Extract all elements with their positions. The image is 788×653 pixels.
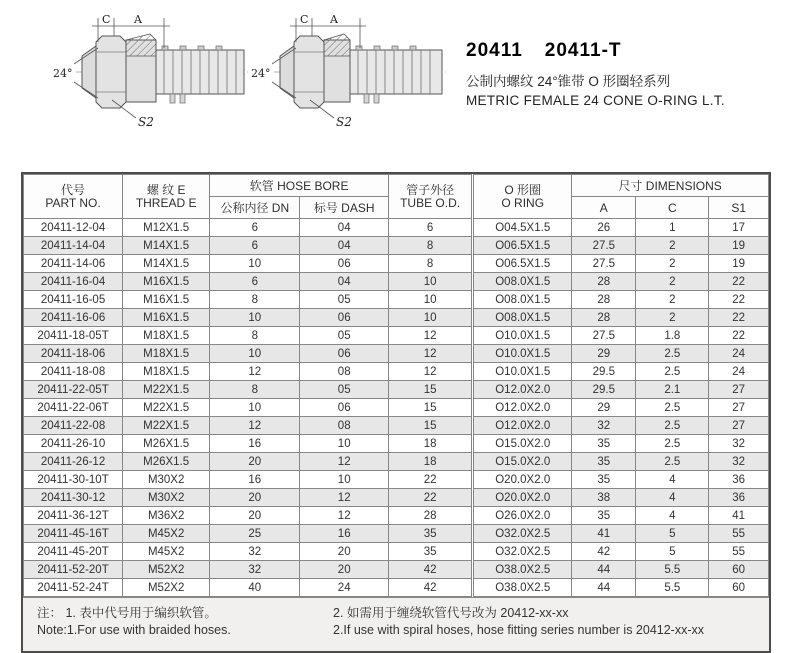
table-row	[24, 363, 769, 381]
table-cell: M22X1.5	[123, 399, 210, 417]
spec-table	[23, 174, 769, 597]
table-cell: 16	[210, 435, 300, 453]
table-cell: 4	[636, 471, 709, 489]
table-cell: O38.0X2.5	[473, 579, 572, 597]
s2-label: S2	[138, 115, 154, 129]
note-cn-2: 2. 如需用于缠绕软管代号改为 20412-xx-xx	[333, 606, 569, 620]
barb-teeth	[162, 46, 222, 50]
table-cell: M16X1.5	[123, 291, 210, 309]
header-hose-bore: 软管 HOSE BORE	[210, 175, 389, 197]
table-cell: 26	[572, 219, 636, 237]
table-cell: 29.5	[572, 363, 636, 381]
header-dn: 公称内径 DN	[210, 197, 300, 219]
header-dim-a: A	[572, 197, 636, 219]
table-cell: 06	[300, 345, 389, 363]
product-codes	[466, 40, 725, 62]
table-cell: 12	[300, 453, 389, 471]
table-cell: 27.5	[572, 255, 636, 273]
table-cell: 44	[572, 579, 636, 597]
header-thread	[123, 175, 210, 219]
table-cell: M16X1.5	[123, 273, 210, 291]
table-cell: 2	[636, 291, 709, 309]
table-row	[24, 561, 769, 579]
table-cell: O32.0X2.5	[473, 543, 572, 561]
table-cell: 2.1	[636, 381, 709, 399]
table-row	[24, 525, 769, 543]
header-tube-od-cn: 管子外径	[406, 182, 455, 197]
table-row	[24, 489, 769, 507]
table-cell: 10	[210, 255, 300, 273]
table-cell: 5.5	[636, 561, 709, 579]
table-cell: M45X2	[123, 543, 210, 561]
table-cell: 4	[636, 507, 709, 525]
angle-label: 24°	[251, 67, 271, 80]
table-row	[24, 255, 769, 273]
table-cell: 2	[636, 237, 709, 255]
table-row	[24, 579, 769, 597]
table-cell: 55	[709, 525, 769, 543]
header-tube-od-en: TUBE O.D.	[400, 195, 461, 210]
table-cell: 08	[300, 363, 389, 381]
header-part-no-en: PART NO.	[45, 195, 101, 210]
subtitle-english: METRIC FEMALE 24 CONE O-RING L.T.	[466, 93, 725, 108]
header-dimensions: 尺寸 DIMENSIONS	[572, 175, 769, 197]
table-cell: 19	[709, 255, 769, 273]
table-cell: 04	[300, 219, 389, 237]
table-cell: O10.0X1.5	[473, 363, 572, 381]
table-cell: 20411-14-06	[24, 255, 123, 273]
table-cell: O26.0X2.0	[473, 507, 572, 525]
table-cell: 18	[389, 453, 473, 471]
table-row	[24, 471, 769, 489]
table-row	[24, 507, 769, 525]
dim-c-label: C	[300, 13, 309, 26]
table-cell: 29.5	[572, 381, 636, 399]
table-cell: 10	[300, 435, 389, 453]
table-cell: M14X1.5	[123, 237, 210, 255]
table-cell: 32	[709, 435, 769, 453]
table-cell: M45X2	[123, 525, 210, 543]
table-cell: 60	[709, 561, 769, 579]
collar-section-hatch	[324, 34, 350, 56]
table-row	[24, 381, 769, 399]
table-row	[24, 291, 769, 309]
table-cell: 6	[210, 237, 300, 255]
table-row	[24, 327, 769, 345]
table-cell: 27.5	[572, 327, 636, 345]
table-cell: 22	[389, 471, 473, 489]
stop-beads	[170, 94, 185, 103]
table-cell: 22	[709, 309, 769, 327]
table-cell: 42	[389, 579, 473, 597]
table-cell: 1	[636, 219, 709, 237]
table-cell: 29	[572, 399, 636, 417]
table-cell: 20411-18-08	[24, 363, 123, 381]
table-cell: 10	[210, 309, 300, 327]
fitting-drawing-t-version	[250, 6, 450, 141]
table-cell: 2.5	[636, 345, 709, 363]
table-cell: 20411-14-04	[24, 237, 123, 255]
spec-table-body	[24, 219, 769, 597]
table-row	[24, 435, 769, 453]
table-cell: 12	[389, 363, 473, 381]
header-part-no	[24, 175, 123, 219]
table-cell: 8	[389, 237, 473, 255]
table-cell: 28	[572, 291, 636, 309]
table-cell: 42	[572, 543, 636, 561]
table-cell: O08.0X1.5	[473, 309, 572, 327]
table-cell: 1.8	[636, 327, 709, 345]
table-cell: 20411-12-04	[24, 219, 123, 237]
barb-teeth	[356, 46, 416, 50]
hex-nut	[96, 36, 126, 108]
note-en-2: 2.If use with spiral hoses, hose fitting series number is 20412-xx-xx	[333, 622, 705, 637]
table-cell: 20411-52-20T	[24, 561, 123, 579]
table-cell: 06	[300, 255, 389, 273]
table-cell: 10	[210, 399, 300, 417]
table-cell: 20411-16-04	[24, 273, 123, 291]
table-cell: 27	[709, 399, 769, 417]
table-cell: 20	[210, 507, 300, 525]
table-cell: O38.0X2.5	[473, 561, 572, 579]
table-cell: O10.0X1.5	[473, 327, 572, 345]
table-cell: O15.0X2.0	[473, 453, 572, 471]
table-cell: 5	[636, 543, 709, 561]
stop-beads	[364, 94, 379, 103]
table-cell: O06.5X1.5	[473, 237, 572, 255]
table-cell: 10	[210, 345, 300, 363]
table-cell: 28	[572, 273, 636, 291]
table-cell: 16	[210, 471, 300, 489]
table-cell: O04.5X1.5	[473, 219, 572, 237]
table-cell: 2.5	[636, 435, 709, 453]
table-cell: 20411-26-10	[24, 435, 123, 453]
table-cell: 2.5	[636, 417, 709, 435]
table-cell: 25	[210, 525, 300, 543]
table-cell: M52X2	[123, 579, 210, 597]
table-cell: 28	[389, 507, 473, 525]
table-cell: 35	[572, 507, 636, 525]
table-cell: O08.0X1.5	[473, 291, 572, 309]
table-cell: M16X1.5	[123, 309, 210, 327]
table-cell: 20	[300, 561, 389, 579]
table-cell: 05	[300, 381, 389, 399]
table-cell: 27	[709, 381, 769, 399]
table-cell: 24	[709, 363, 769, 381]
header-thread-en: THREAD E	[135, 195, 197, 210]
table-cell: 27	[709, 417, 769, 435]
table-cell: O06.5X1.5	[473, 255, 572, 273]
table-cell: O20.0X2.0	[473, 471, 572, 489]
dim-a-label: A	[330, 13, 338, 26]
table-cell: 12	[210, 417, 300, 435]
table-cell: 10	[389, 273, 473, 291]
table-cell: O10.0X1.5	[473, 345, 572, 363]
table-cell: 41	[709, 507, 769, 525]
header-dim-s1: S1	[709, 197, 769, 219]
table-cell: 20411-45-16T	[24, 525, 123, 543]
header-thread-cn: 螺 纹 E	[146, 182, 186, 197]
table-cell: 2.5	[636, 363, 709, 381]
table-cell: 32	[572, 417, 636, 435]
table-cell: 29	[572, 345, 636, 363]
header-tube-od	[389, 175, 473, 219]
spec-table-frame	[21, 172, 771, 653]
table-cell: 12	[300, 507, 389, 525]
table-cell: M14X1.5	[123, 255, 210, 273]
table-cell: 44	[572, 561, 636, 579]
notes-section	[23, 597, 769, 651]
table-cell: O12.0X2.0	[473, 399, 572, 417]
table-cell: O20.0X2.0	[473, 489, 572, 507]
table-cell: 05	[300, 291, 389, 309]
table-cell: 06	[300, 309, 389, 327]
table-cell: O15.0X2.0	[473, 435, 572, 453]
header-oring-en: O RING	[501, 195, 545, 210]
table-cell: 15	[389, 381, 473, 399]
table-row	[24, 453, 769, 471]
table-cell: 24	[709, 345, 769, 363]
table-cell: 20411-18-06	[24, 345, 123, 363]
table-cell: 22	[709, 291, 769, 309]
table-cell: 10	[389, 309, 473, 327]
table-cell: 32	[709, 453, 769, 471]
table-row	[24, 309, 769, 327]
note-cn-1: 注： 1. 表中代号用于编织软管。	[37, 606, 217, 620]
table-cell: 20411-22-08	[24, 417, 123, 435]
spec-table-head	[24, 175, 769, 219]
table-cell: 20411-18-05T	[24, 327, 123, 345]
table-cell: 20	[210, 453, 300, 471]
table-cell: M22X1.5	[123, 417, 210, 435]
table-cell: 12	[210, 363, 300, 381]
table-row	[24, 417, 769, 435]
table-row	[24, 399, 769, 417]
table-row	[24, 345, 769, 363]
table-cell: 12	[389, 327, 473, 345]
table-cell: 10	[300, 471, 389, 489]
product-code-1: 20411	[466, 40, 523, 61]
table-cell: 20411-16-06	[24, 309, 123, 327]
table-cell: 41	[572, 525, 636, 543]
table-cell: M30X2	[123, 489, 210, 507]
table-cell: 15	[389, 399, 473, 417]
table-cell: M18X1.5	[123, 363, 210, 381]
barbed-stem	[350, 50, 442, 94]
table-cell: 2	[636, 309, 709, 327]
table-cell: 22	[389, 489, 473, 507]
table-cell: 27.5	[572, 237, 636, 255]
table-cell: 35	[389, 525, 473, 543]
table-row	[24, 237, 769, 255]
header-oring-cn: O 形圈	[504, 182, 542, 197]
table-cell: 20411-22-06T	[24, 399, 123, 417]
table-cell: 32	[210, 561, 300, 579]
table-cell: 38	[572, 489, 636, 507]
note-en-1: Note:1.For use with braided hoses.	[37, 622, 231, 637]
table-cell: 36	[709, 471, 769, 489]
table-cell: M22X1.5	[123, 381, 210, 399]
subtitle-chinese: 公制内螺纹 24°锥带 O 形圈轻系列	[466, 74, 671, 89]
table-cell: 22	[709, 273, 769, 291]
table-cell: 42	[389, 561, 473, 579]
table-cell: 16	[300, 525, 389, 543]
table-cell: 04	[300, 273, 389, 291]
s2-label: S2	[336, 115, 352, 129]
header-dash: 标号 DASH	[300, 197, 389, 219]
table-cell: 04	[300, 237, 389, 255]
fitting-drawing-svg	[52, 6, 252, 136]
table-cell: 06	[300, 399, 389, 417]
header-dim-c: C	[636, 197, 709, 219]
collar-section-hatch	[126, 34, 156, 56]
table-cell: 24	[300, 579, 389, 597]
table-cell: 20411-30-10T	[24, 471, 123, 489]
table-cell: 2	[636, 255, 709, 273]
table-cell: 8	[210, 291, 300, 309]
table-cell: 35	[572, 453, 636, 471]
table-cell: 20411-30-12	[24, 489, 123, 507]
table-cell: 5.5	[636, 579, 709, 597]
table-cell: 6	[210, 219, 300, 237]
table-cell: 20411-52-24T	[24, 579, 123, 597]
table-cell: 2.5	[636, 453, 709, 471]
table-cell: 20	[300, 543, 389, 561]
table-cell: 10	[389, 291, 473, 309]
table-cell: M18X1.5	[123, 345, 210, 363]
table-cell: 2.5	[636, 399, 709, 417]
table-cell: 60	[709, 579, 769, 597]
dim-a-label: A	[134, 13, 142, 26]
table-cell: 6	[389, 219, 473, 237]
table-cell: O32.0X2.5	[473, 525, 572, 543]
table-cell: 18	[389, 435, 473, 453]
table-cell: O08.0X1.5	[473, 273, 572, 291]
table-cell: 15	[389, 417, 473, 435]
table-cell: O12.0X2.0	[473, 417, 572, 435]
table-cell: 20411-22-05T	[24, 381, 123, 399]
table-cell: 2	[636, 273, 709, 291]
table-cell: 17	[709, 219, 769, 237]
fitting-drawing-svg	[250, 6, 450, 136]
table-cell: 20411-36-12T	[24, 507, 123, 525]
table-cell: 35	[572, 471, 636, 489]
table-cell: 22	[709, 327, 769, 345]
table-cell: 6	[210, 273, 300, 291]
header-part-no-cn: 代号	[61, 182, 86, 197]
table-cell: 4	[636, 489, 709, 507]
table-cell: M30X2	[123, 471, 210, 489]
table-cell: 36	[709, 489, 769, 507]
table-cell: 35	[389, 543, 473, 561]
product-code-2: 20411-T	[544, 40, 622, 61]
hex-nut	[294, 36, 324, 108]
header-oring	[473, 175, 572, 219]
table-cell: 20411-16-05	[24, 291, 123, 309]
table-cell: M36X2	[123, 507, 210, 525]
table-cell: 05	[300, 327, 389, 345]
fitting-drawing-standard	[52, 6, 252, 141]
table-cell: 20	[210, 489, 300, 507]
table-cell: 35	[572, 435, 636, 453]
table-cell: 8	[210, 327, 300, 345]
table-cell: 20411-45-20T	[24, 543, 123, 561]
table-cell: 28	[572, 309, 636, 327]
table-cell: 5	[636, 525, 709, 543]
table-cell: M26X1.5	[123, 453, 210, 471]
table-cell: 8	[389, 255, 473, 273]
table-cell: 32	[210, 543, 300, 561]
dim-c-label: C	[102, 13, 111, 26]
table-cell: 19	[709, 237, 769, 255]
table-cell: M52X2	[123, 561, 210, 579]
table-row	[24, 273, 769, 291]
table-cell: M12X1.5	[123, 219, 210, 237]
table-cell: 55	[709, 543, 769, 561]
table-cell: 08	[300, 417, 389, 435]
table-row	[24, 543, 769, 561]
angle-label: 24°	[53, 67, 73, 80]
table-cell: 12	[300, 489, 389, 507]
table-row	[24, 219, 769, 237]
table-cell: 20411-26-12	[24, 453, 123, 471]
title-block	[466, 40, 725, 108]
table-cell: 8	[210, 381, 300, 399]
table-cell: M26X1.5	[123, 435, 210, 453]
table-cell: 12	[389, 345, 473, 363]
table-cell: O12.0X2.0	[473, 381, 572, 399]
table-cell: M18X1.5	[123, 327, 210, 345]
table-cell: 40	[210, 579, 300, 597]
